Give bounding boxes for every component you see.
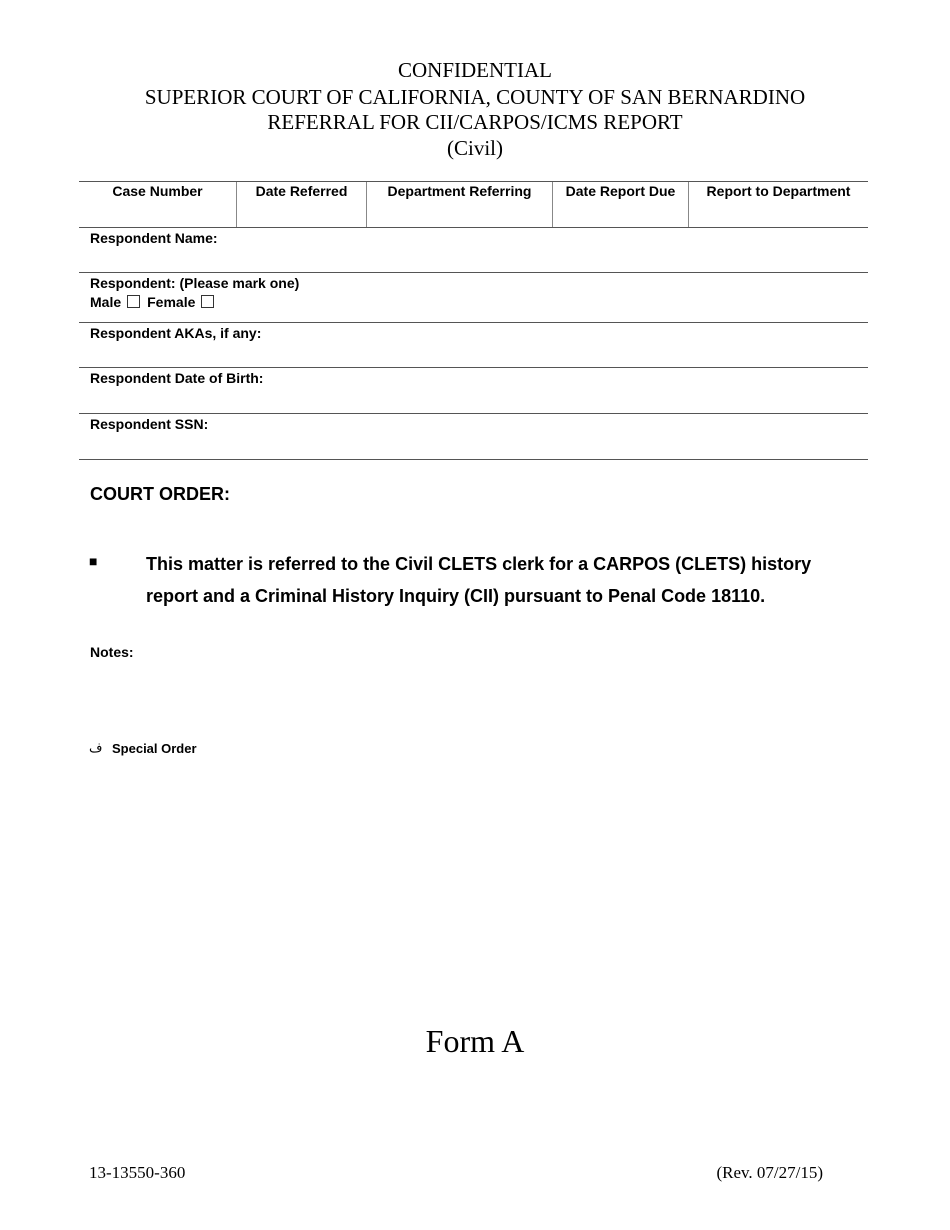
- respondent-dob-label: Respondent Date of Birth:: [90, 370, 264, 386]
- male-checkbox[interactable]: [127, 295, 140, 308]
- case-header-row: [79, 182, 868, 228]
- court-order-line-1: This matter is referred to the Civil CLETS clerk for a CARPOS (CLETS) history: [146, 554, 812, 574]
- respondent-akas-field[interactable]: [79, 323, 868, 368]
- respondent-akas-label: Respondent AKAs, if any:: [90, 325, 262, 341]
- gender-options: [90, 294, 221, 310]
- court-name: SUPERIOR COURT OF CALIFORNIA, COUNTY OF SAN BERNARDINO: [144, 85, 806, 109]
- date-referred-field[interactable]: Date Referred: [237, 182, 367, 227]
- report-to-department-field[interactable]: Report to Department: [706, 183, 851, 199]
- female-label: Female: [147, 294, 196, 310]
- respondent-name-label: Respondent Name:: [90, 230, 218, 246]
- revision-date: (Rev. 07/27/15): [716, 1163, 823, 1182]
- form-title: REFERRAL FOR CII/CARPOS/ICMS REPORT: [267, 110, 683, 134]
- court-order-text: [146, 548, 811, 612]
- respondent-name-field[interactable]: [79, 228, 868, 273]
- confidential-heading: CONFIDENTIAL: [398, 58, 552, 82]
- form-number: 13-13550-360: [89, 1163, 186, 1182]
- court-order-line-2: report and a Criminal History Inquiry (CII) pursuant to Penal Code 18110.: [146, 586, 766, 606]
- special-order-checkbox-icon[interactable]: ف: [89, 740, 103, 755]
- date-report-due-field[interactable]: Date Report Due: [553, 182, 689, 227]
- respondent-ssn-label: Respondent SSN:: [90, 416, 209, 432]
- respondent-dob-field[interactable]: [79, 368, 868, 414]
- form-label: Form A: [425, 1023, 525, 1059]
- court-order-heading: COURT ORDER:: [90, 484, 230, 504]
- female-checkbox[interactable]: [201, 295, 214, 308]
- case-number-field[interactable]: Case Number: [79, 182, 237, 227]
- special-order-label: Special Order: [112, 741, 197, 756]
- bullet-icon: ■: [89, 553, 98, 569]
- respondent-gender-label: Respondent: (Please mark one): [90, 275, 300, 291]
- respondent-ssn-field[interactable]: [79, 414, 868, 460]
- respondent-gender-row: [79, 273, 868, 323]
- department-referring-field[interactable]: Department Referring: [367, 182, 553, 227]
- male-label: Male: [90, 294, 122, 310]
- case-info-table: [79, 181, 868, 460]
- notes-label: Notes:: [90, 644, 134, 660]
- form-subtitle: (Civil): [447, 136, 503, 160]
